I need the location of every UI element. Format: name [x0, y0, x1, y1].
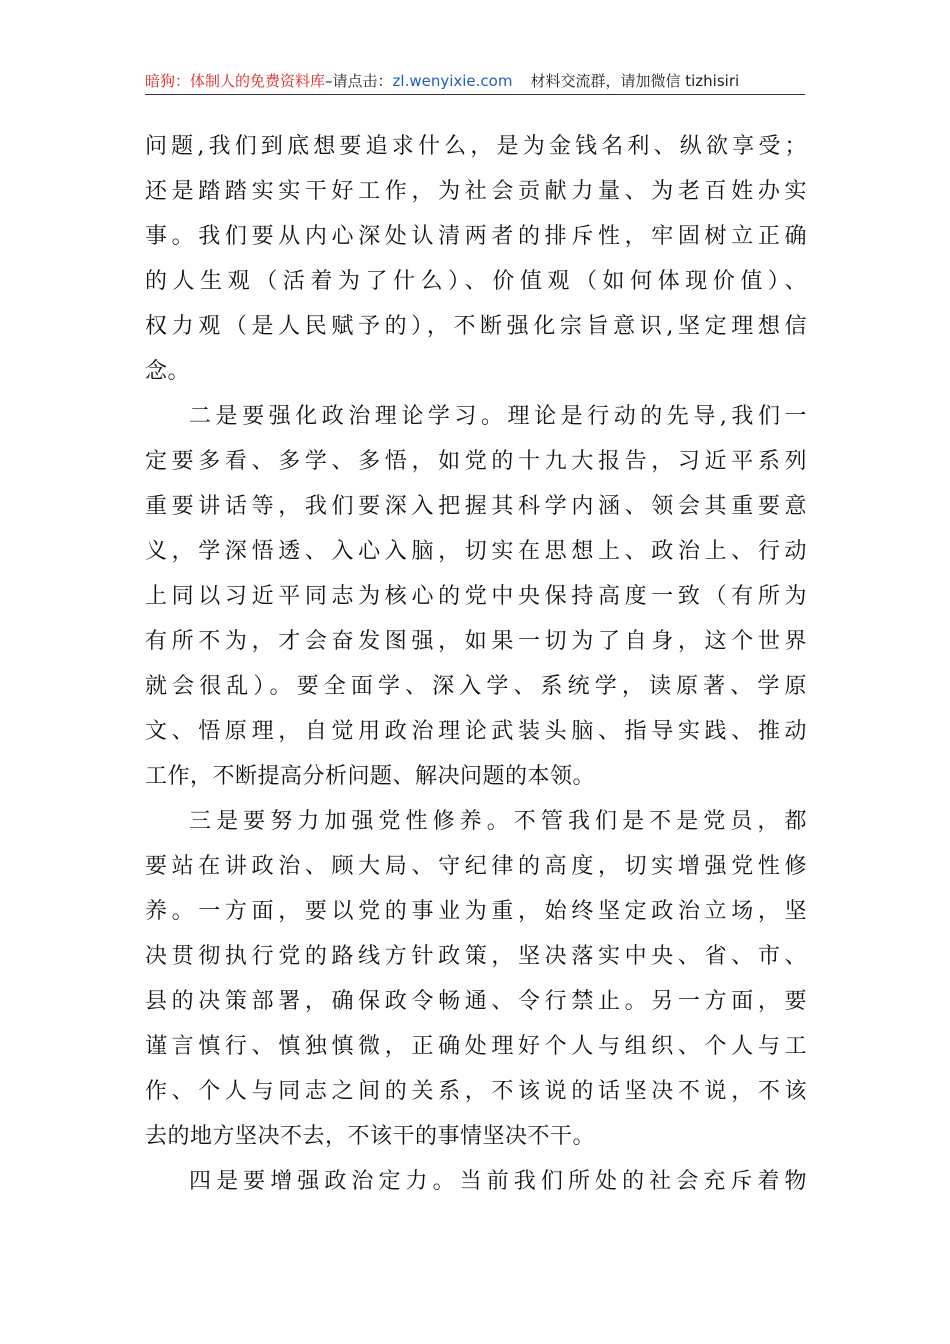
- text-line: 还是踏踏实实干好工作，为社会贡献力量、为老百姓办实: [145, 179, 807, 204]
- text-line: 谨言慎行、慎独慎微，正确处理好个人与组织、个人与工: [145, 1034, 807, 1059]
- text-line: 作、个人与同志之间的关系，不该说的话坚决不说，不该: [145, 1079, 807, 1104]
- paragraph-heading-line: 四是要增强政治定力。当前我们所处的社会充斥着物: [189, 1169, 807, 1194]
- text-line: 要站在讲政治、顾大局、守纪律的高度，切实增强党性修: [145, 854, 807, 879]
- text-line: 去的地方坚决不去，不该干的事情坚决不干。: [145, 1124, 596, 1149]
- text-line: 定要多看、多学、多悟，如党的十九大报告，习近平系列: [145, 449, 807, 474]
- page-header: [145, 70, 805, 94]
- text-line: 县的决策部署，确保政令畅通、令行禁止。另一方面，要: [145, 989, 807, 1014]
- text-line: 义，学深悟透、入心入脑，切实在思想上、政治上、行动: [145, 539, 807, 564]
- text-line: 有所不为，才会奋发图强，如果一切为了自身，这个世界: [145, 629, 807, 654]
- text-line: 的人生观（活着为了什么）、价值观（如何体现价值）、: [145, 269, 807, 294]
- header-prompt: –请点击：: [325, 72, 393, 90]
- text-line: 就会很乱）。要全面学、深入学、系统学，读原著、学原: [145, 674, 807, 699]
- text-line: 重要讲话等，我们要深入把握其科学内涵、领会其重要意: [145, 494, 807, 519]
- text-line: 文、悟原理，自觉用政治理论武装头脑、指导实践、推动: [145, 719, 807, 744]
- text-line: 权力观（是人民赋予的），不断强化宗旨意识,坚定理想信: [145, 314, 807, 339]
- text-line: 工作，不断提高分析问题、解决问题的本领。: [145, 764, 596, 789]
- document-body: [145, 124, 807, 1204]
- text-line: 问题,我们到底想要追求什么，是为金钱名利、纵欲享受；: [145, 134, 807, 159]
- paragraph-heading-line: 二是要强化政治理论学习。理论是行动的先导,我们一: [189, 404, 807, 429]
- header-brand: 暗狗：体制人的免费资料库: [145, 72, 326, 90]
- paragraph-heading-line: 三是要努力加强党性修养。不管我们是不是党员，都: [189, 809, 807, 834]
- header-link[interactable]: zl.wenyixie.com: [392, 72, 513, 90]
- header-contact: 材料交流群，请加微信 tizhisiri: [530, 72, 740, 90]
- header-divider: [145, 94, 805, 95]
- text-line: 事。我们要从内心深处认清两者的排斥性，牢固树立正确: [145, 224, 807, 249]
- text-line: 念。: [145, 359, 191, 384]
- text-line: 养。一方面，要以党的事业为重，始终坚定政治立场，坚: [145, 899, 807, 924]
- text-line: 上同以习近平同志为核心的党中央保持高度一致（有所为: [145, 584, 807, 609]
- text-line: 决贯彻执行党的路线方针政策，坚决落实中央、省、市、: [145, 944, 807, 969]
